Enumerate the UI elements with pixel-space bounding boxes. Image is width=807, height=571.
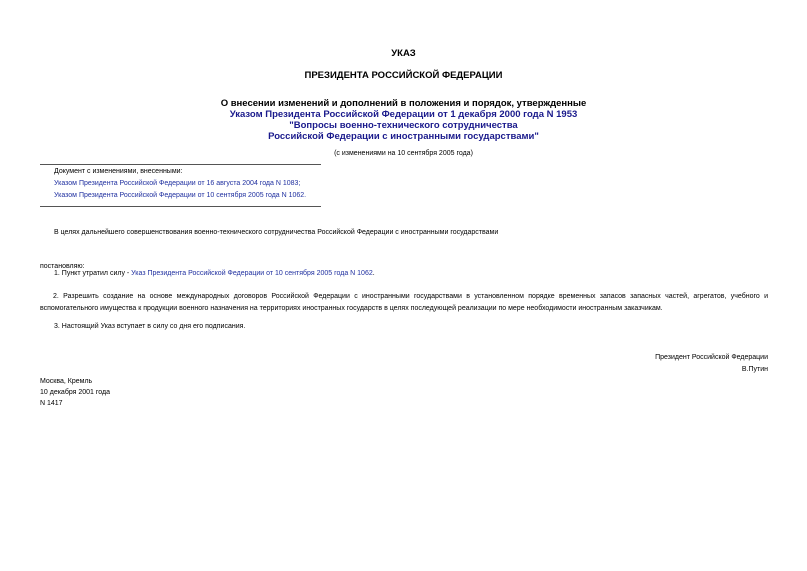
- item-2: 2. Разрешить создание на основе международных договоров Российской Федерации с иностранными государствами в установленном порядке временных запасов запасных частей, агрегатов, учебного и вспомогательного имущества к продукции военного назначения на территориях иностранных государств в целях последующей реализации по мере необходимости иностранным заказчикам.: [40, 293, 768, 312]
- document-number: N 1417: [40, 400, 63, 407]
- changes-bottom-divider: [40, 206, 321, 207]
- changes-link-1062[interactable]: Указом Президента Российской Федерации от 10 сентября 2005 года N 1062.: [54, 192, 307, 199]
- signature-name: В.Путин: [741, 366, 768, 373]
- subject-line-2: Указом Президента Российской Федерации от 1 декабря 2000 года N 1953: [229, 109, 578, 120]
- changes-heading: Документ с изменениями, внесенными:: [54, 168, 183, 175]
- item-3: 3. Настоящий Указ вступает в силу со дня его подписания.: [54, 323, 246, 330]
- signing-details: [40, 376, 110, 409]
- preamble-text: В целях дальнейшего совершенствования военно-технического сотрудничества Российской Федерации с иностранными государствами: [54, 229, 499, 236]
- item-1: [54, 270, 375, 277]
- changes-block: [54, 166, 306, 202]
- document-subject: [0, 98, 807, 142]
- decree-word: постановляю:: [40, 263, 85, 270]
- subject-line-1: О внесении изменений и дополнений в положения и порядок, утвержденные: [220, 98, 587, 109]
- issuer-title: ПРЕЗИДЕНТА РОССИЙСКОЙ ФЕДЕРАЦИИ: [304, 70, 503, 81]
- signature-position: Президент Российской Федерации: [655, 354, 768, 361]
- document-type-title: УКАЗ: [391, 48, 416, 59]
- signing-place: Москва, Кремль: [40, 378, 93, 385]
- signing-date: 10 декабря 2001 года: [40, 389, 111, 396]
- item-1-prefix: 1. Пункт утратил силу -: [54, 270, 132, 277]
- subject-line-4: Российской Федерации с иностранными государствами": [268, 131, 539, 142]
- item-1-link[interactable]: Указ Президента Российской Федерации от 10 сентября 2005 года N 1062: [131, 270, 373, 277]
- edition-note: (с изменениями на 10 сентября 2005 года): [334, 150, 473, 157]
- changes-top-divider: [40, 164, 321, 165]
- item-1-suffix: .: [372, 270, 375, 277]
- changes-link-1083[interactable]: Указом Президента Российской Федерации от 16 августа 2004 года N 1083;: [54, 180, 301, 187]
- subject-line-3: "Вопросы военно-технического сотрудничества: [289, 120, 518, 131]
